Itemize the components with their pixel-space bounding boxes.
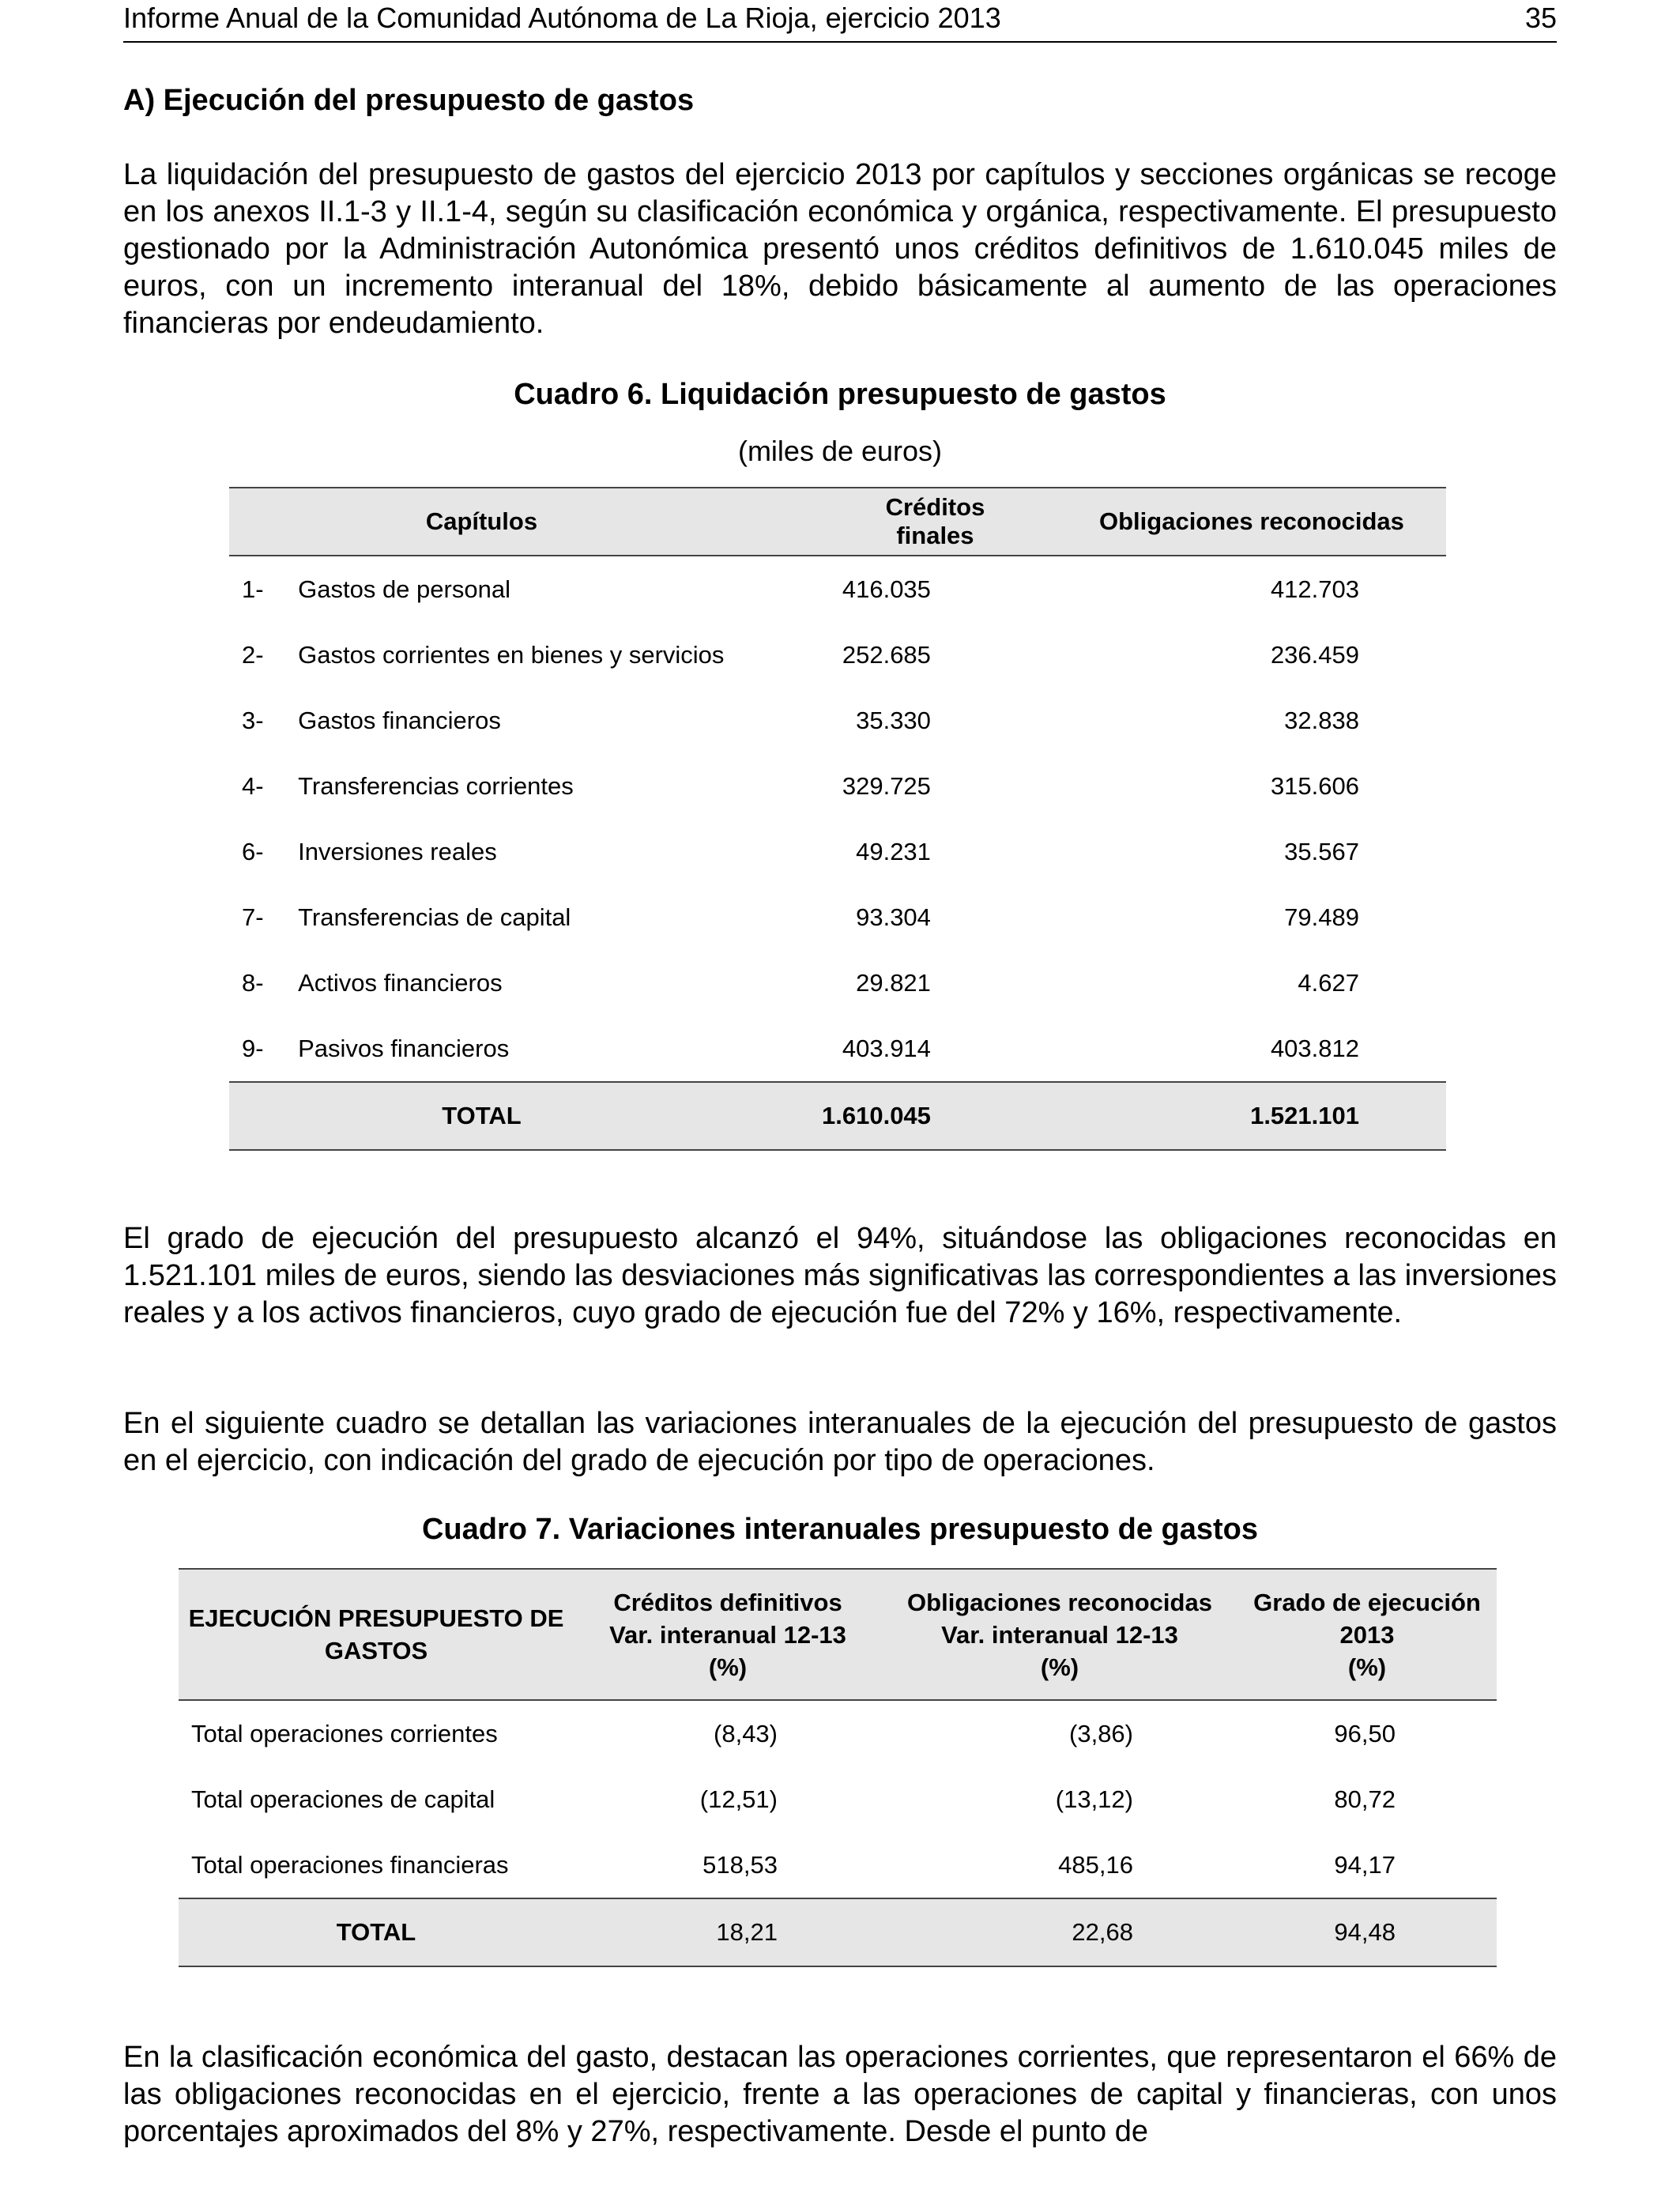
total-grado-ejecucion: 94,48 — [1237, 1898, 1497, 1966]
paragraph-variaciones: En el siguiente cuadro se detallan las variaciones interanuales de la ejecución del presupuesto de gastos en el ejercicio, con indicación del grado de ejecución por tipo de operaciones. — [123, 1407, 1557, 1477]
row-code: 6- — [242, 837, 264, 865]
table-row — [229, 1016, 1446, 1082]
total-label: TOTAL — [229, 1082, 782, 1150]
row-code: 7- — [242, 903, 264, 931]
row-grado-ejecucion: 96,50 — [1334, 1719, 1396, 1747]
row-obligaciones-var: (3,86) — [1069, 1719, 1133, 1747]
row-creditos: 416.035 — [842, 575, 931, 603]
header-capitulos: Capítulos — [229, 488, 782, 556]
row-creditos-var: 518,53 — [703, 1850, 778, 1879]
row-creditos: 35.330 — [856, 706, 931, 734]
row-label: Gastos de personal — [298, 575, 510, 603]
row-creditos: 29.821 — [856, 968, 931, 997]
row-code: 2- — [242, 640, 264, 669]
row-label: Gastos financieros — [298, 706, 501, 734]
row-creditos: 49.231 — [856, 837, 931, 865]
row-obligaciones: 79.489 — [1284, 903, 1359, 931]
row-label: Total operaciones financieras — [191, 1850, 509, 1879]
total-obligaciones-var: 22,68 — [882, 1898, 1237, 1966]
page-header — [123, 0, 1557, 43]
table-variaciones-interanuales — [179, 1568, 1497, 1967]
header-creditos-finales: Créditos finales — [782, 488, 1010, 556]
paragraph-grado-ejecucion: El grado de ejecución del presupuesto alcanzó el 94%, situándose las obligaciones reconocidas en 1.521.101 miles de euros, siendo las desviaciones más significativas las correspondientes a las inversiones reales y a los activos financieros, cuyo grado de ejecución fue del 72% y 16%, respectivamente. — [123, 1222, 1557, 1329]
header-line: (%) — [708, 1653, 748, 1681]
header-line: Var. interanual 12-13 — [609, 1620, 846, 1649]
header-line: Obligaciones reconocidas — [907, 1588, 1212, 1616]
paragraph-intro: La liquidación del presupuesto de gastos del ejercicio 2013 por capítulos y secciones orgánicas se recoge en los anexos II.1-3 y II.1-4, según su clasificación económica y orgánica, respectivamente. El presupuesto gestionado por la Administración Autonómica presentó unos créditos definitivos de 1.610.045 miles de euros, con un incremento interanual del 18%, debido básicamente al aumento de las operaciones financieras por endeudamiento. — [123, 158, 1557, 340]
total-creditos: 1.610.045 — [782, 1082, 1010, 1150]
row-obligaciones: 315.606 — [1270, 771, 1359, 800]
row-creditos: 252.685 — [842, 640, 931, 669]
row-creditos-var: (8,43) — [714, 1719, 778, 1747]
row-code: 1- — [242, 575, 264, 603]
header-grado-ejecucion — [1237, 1569, 1497, 1700]
row-grado-ejecucion: 80,72 — [1334, 1785, 1396, 1813]
row-obligaciones: 4.627 — [1298, 968, 1359, 997]
table-row — [229, 688, 1446, 753]
row-obligaciones: 236.459 — [1270, 640, 1359, 669]
row-grado-ejecucion: 94,17 — [1334, 1850, 1396, 1879]
row-label: Transferencias de capital — [298, 903, 571, 931]
row-obligaciones: 403.812 — [1270, 1034, 1359, 1062]
table6-subtitle: (miles de euros) — [737, 435, 943, 467]
row-obligaciones: 35.567 — [1284, 837, 1359, 865]
row-obligaciones-var: 485,16 — [1058, 1850, 1133, 1879]
row-obligaciones: 412.703 — [1270, 575, 1359, 603]
paragraph-clasificacion-economica: En la clasificación económica del gasto, destacan las operaciones corrientes, que representaron el 66% de las obligaciones reconocidas en el ejercicio, frente a las operaciones de capital y financieras, con unos porcentajes aproximados del 8% y 27%, respectivamente. Desde el punto de — [123, 2041, 1557, 2148]
row-code: 8- — [242, 968, 264, 997]
row-label: Pasivos financieros — [298, 1034, 510, 1062]
row-code: 4- — [242, 771, 264, 800]
total-creditos-var: 18,21 — [574, 1898, 882, 1966]
row-label: Inversiones reales — [298, 837, 497, 865]
row-label: Total operaciones corrientes — [191, 1719, 498, 1747]
table-liquidacion-gastos — [229, 487, 1446, 1151]
row-creditos: 329.725 — [842, 771, 931, 800]
row-label: Total operaciones de capital — [191, 1785, 495, 1813]
row-obligaciones: 32.838 — [1284, 706, 1359, 734]
table-row — [179, 1700, 1497, 1766]
table7-header-row — [179, 1569, 1497, 1700]
header-line: (%) — [1347, 1653, 1387, 1681]
section-title: A) Ejecución del presupuesto de gastos — [123, 84, 695, 117]
table-row — [229, 884, 1446, 950]
header-line: 2013 — [1339, 1620, 1395, 1649]
row-creditos: 93.304 — [856, 903, 931, 931]
table-row — [229, 556, 1446, 622]
total-obligaciones: 1.521.101 — [1010, 1082, 1446, 1150]
row-label: Gastos corrientes en bienes y servicios — [298, 640, 725, 669]
table-total-row — [179, 1898, 1497, 1966]
table6-title: Cuadro 6. Liquidación presupuesto de gastos — [514, 378, 1166, 411]
table-row — [229, 819, 1446, 884]
table-row — [229, 622, 1446, 688]
table6-header-row — [229, 488, 1446, 556]
header-obligaciones-reconocidas: Obligaciones reconocidas — [1010, 488, 1446, 556]
row-code: 3- — [242, 706, 264, 734]
row-code: 9- — [242, 1034, 264, 1062]
header-line: Var. interanual 12-13 — [941, 1620, 1178, 1649]
page-number: 35 — [1524, 2, 1557, 34]
table-total-row — [229, 1082, 1446, 1150]
row-creditos-var: (12,51) — [699, 1785, 778, 1813]
total-label: TOTAL — [179, 1898, 574, 1966]
header-ejecucion-presupuesto: EJECUCIÓN PRESUPUESTO DE GASTOS — [179, 1569, 574, 1700]
row-creditos: 403.914 — [842, 1034, 931, 1062]
table-row — [229, 753, 1446, 819]
table-row — [179, 1832, 1497, 1898]
header-line: (%) — [1040, 1653, 1079, 1681]
header-title: Informe Anual de la Comunidad Autónoma de La Rioja, ejercicio 2013 — [123, 2, 1001, 34]
header-line: Créditos definitivos — [613, 1588, 842, 1616]
row-label: Transferencias corrientes — [298, 771, 574, 800]
table-row — [229, 950, 1446, 1016]
row-label: Activos financieros — [298, 968, 503, 997]
row-obligaciones-var: (13,12) — [1055, 1785, 1133, 1813]
header-creditos-definitivos — [574, 1569, 882, 1700]
table7-title: Cuadro 7. Variaciones interanuales presupuesto de gastos — [421, 1513, 1258, 1546]
header-line: Grado de ejecución — [1253, 1588, 1481, 1616]
header-obligaciones-reconocidas — [882, 1569, 1237, 1700]
table-row — [179, 1766, 1497, 1832]
